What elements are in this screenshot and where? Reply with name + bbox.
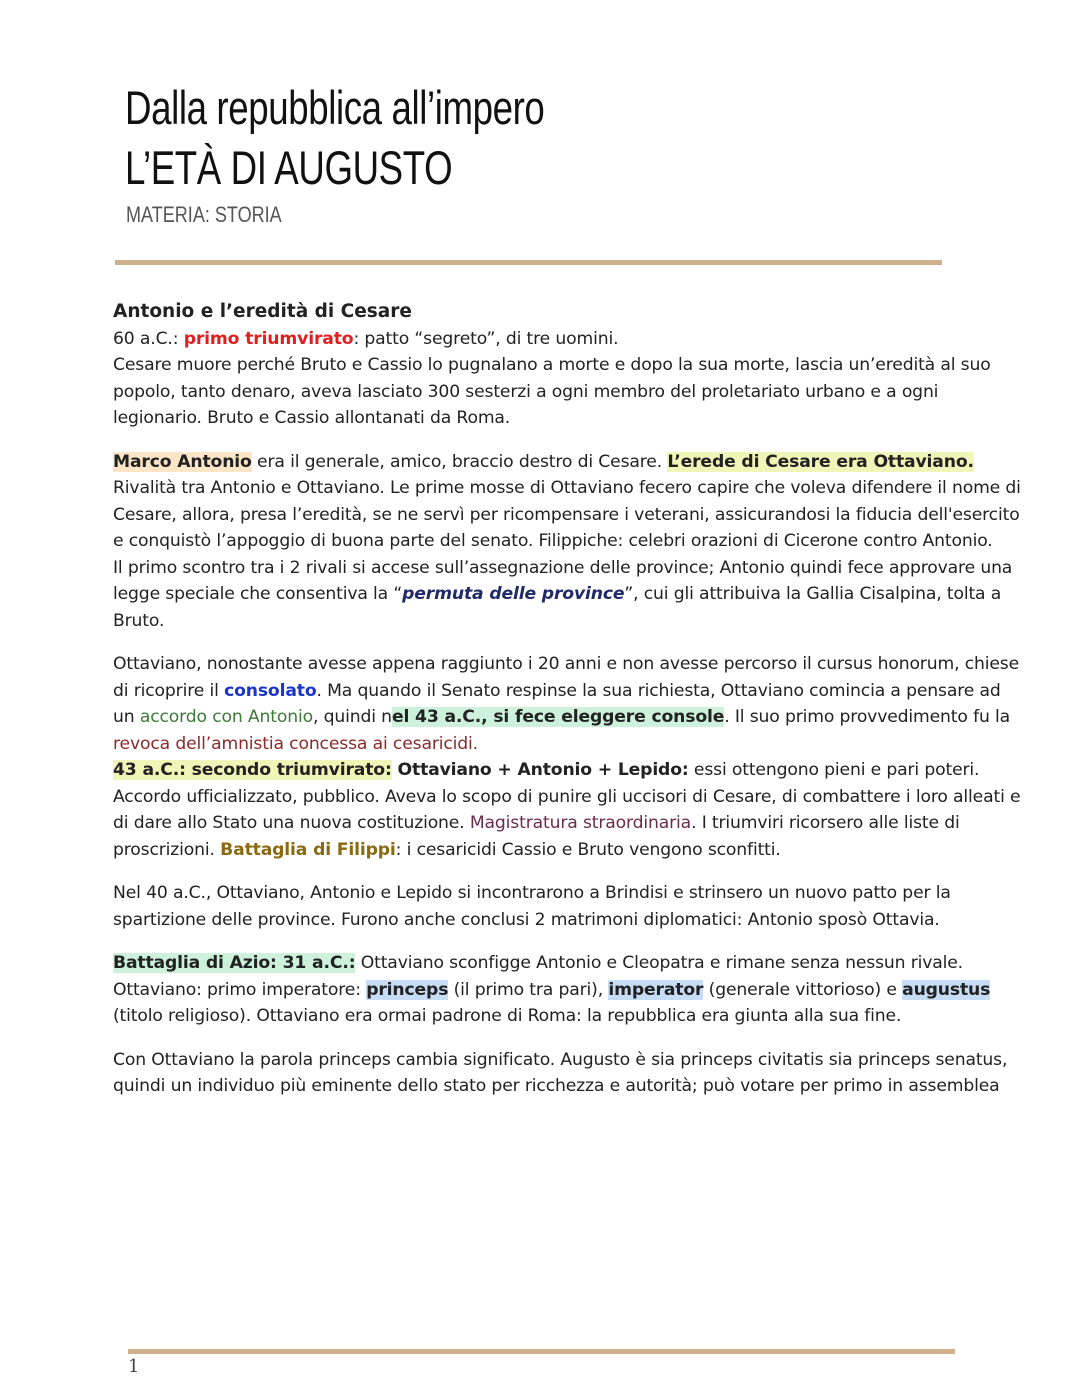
highlight-primo-triumvirato: primo triumvirato <box>183 328 354 349</box>
highlight-augustus: augustus <box>902 979 991 1000</box>
footer-divider <box>128 1349 955 1354</box>
text-span: essi ottengono pieni e pari poteri. Accordo ufficializzato, pubblico. Aveva lo scopo di punire gli uccisori di Cesare, di combattere i loro alleati e di dare allo Stato una nuova costituzione. <box>113 760 1021 833</box>
paragraph-4: Nel 40 a.C., Ottaviano, Antonio e Lepido si incontrarono a Brindisi e strinsero un nuovo patto per la spartizione delle province. Furono anche conclusi 2 matrimoni diplomatici: Antonio sposò Ottavia. <box>113 883 951 930</box>
highlight-consolato: consolato <box>224 680 317 701</box>
section-heading-para <box>113 299 1023 326</box>
text-span: (il primo tra pari), <box>448 979 609 1000</box>
highlight-accordo: accordo con Antonio <box>139 707 313 727</box>
text-span: (titolo religioso). Ottaviano era ormai padrone di Roma: la repubblica era giunta alla sua fine. <box>113 1006 902 1026</box>
text-span: : i cesaricidi Cassio e Bruto vengono sconfitti. <box>395 839 781 860</box>
text-span: Ottaviano sconfigge Antonio e Cleopatra e rimane senza nessun rivale. Ottaviano: primo imperatore: <box>113 953 963 1000</box>
text-span: . Il suo primo provvedimento fu la <box>724 707 1011 727</box>
title-line-1: Dalla repubblica all’impero <box>125 81 545 134</box>
paragraph-5 <box>113 950 1023 1030</box>
text-span: era il generale, amico, braccio destro di Cesare. <box>251 451 668 472</box>
subject-label: MATERIA: STORIA <box>126 202 282 227</box>
text-span: (generale vittorioso) e <box>703 979 903 1000</box>
section-heading: Antonio e l’eredità di Cesare <box>113 301 412 322</box>
highlight-secondo-triumvirato: 43 a.C.: secondo triumvirato: <box>113 760 392 780</box>
highlight-console: el 43 a.C., si fece eleggere console <box>391 707 725 727</box>
text-span: Cesare muore perché Bruto e Cassio lo pugnalano a morte e dopo la sua morte, lascia un’eredità al suo popolo, tanto denaro, aveva lasciato 300 sesterzi a ogni membro del proletariato urbano e a ogni legionario. Bruto e Cassio allontanati da Roma. <box>113 355 991 428</box>
text-span: : patto “segreto”, di tre uomini. <box>353 328 619 349</box>
text-span: , quindi n <box>312 707 392 727</box>
page-number: 1 <box>128 1356 140 1377</box>
header-divider <box>115 260 942 265</box>
text-span: . Ma quando il Senato respinse la sua richiesta, Ottaviano comincia a pensare ad un <box>113 680 1001 727</box>
paragraph-6: Con Ottaviano la parola princeps cambia significato. Augusto è sia princeps civitatis sia princeps senatus, quindi un individuo più eminente dello stato per ricchezza e autorità; può votare per primo in assemblea <box>113 1049 1008 1096</box>
triumvirs: Ottaviano + Antonio + Lepido: <box>391 760 689 780</box>
document-title <box>125 78 544 198</box>
highlight-erede: L’erede di Cesare era Ottaviano. <box>667 451 974 472</box>
highlight-marco-antonio: Marco Antonio <box>113 451 252 472</box>
highlight-imperator: imperator <box>608 979 704 1000</box>
title-line-2: L’ETÀ DI AUGUSTO <box>125 141 453 194</box>
text-span: 60 a.C.: <box>113 328 184 349</box>
highlight-princeps: princeps <box>366 979 449 1000</box>
text-span: Il primo scontro tra i 2 rivali si accese sull’assegnazione delle province; Antonio quindi fece approvare una legge speciale che consentiva la “ <box>113 557 1013 604</box>
highlight-permuta: permuta delle province <box>402 584 625 604</box>
paragraph-3 <box>113 651 1023 863</box>
highlight-magistratura: Magistratura straordinaria <box>469 813 692 833</box>
text-span: . I triumviri ricorsero alle liste di proscrizioni. <box>113 813 960 860</box>
text-span: Rivalità tra Antonio e Ottaviano. Le prime mosse di Ottaviano fecero capire che voleva difendere il nome di Cesare, allora, presa l’eredità, se ne servì per ricompensare i veterani, assicurandosi la fiducia dell'esercito e conquistò l’appoggio di buona parte del senato. Filippiche: celebri orazioni di Cicerone contro Antonio. <box>113 478 1021 551</box>
highlight-azio: Battaglia di Azio: 31 a.C.: <box>113 953 356 973</box>
text-span: ”, cui gli attribuiva la Gallia Cisalpina, tolta a Bruto. <box>113 584 1002 631</box>
document-body <box>113 299 1023 1117</box>
text-span: Ottaviano, nonostante avesse appena raggiunto i 20 anni e non avesse percorso il cursus honorum, chiese di ricoprire il <box>113 654 1020 701</box>
paragraph-2 <box>113 449 1023 635</box>
paragraph-1 <box>113 326 1023 432</box>
highlight-revoca: revoca dell’amnistia concessa ai cesaricidi. <box>113 733 478 754</box>
highlight-filippi: Battaglia di Filippi <box>220 839 396 860</box>
